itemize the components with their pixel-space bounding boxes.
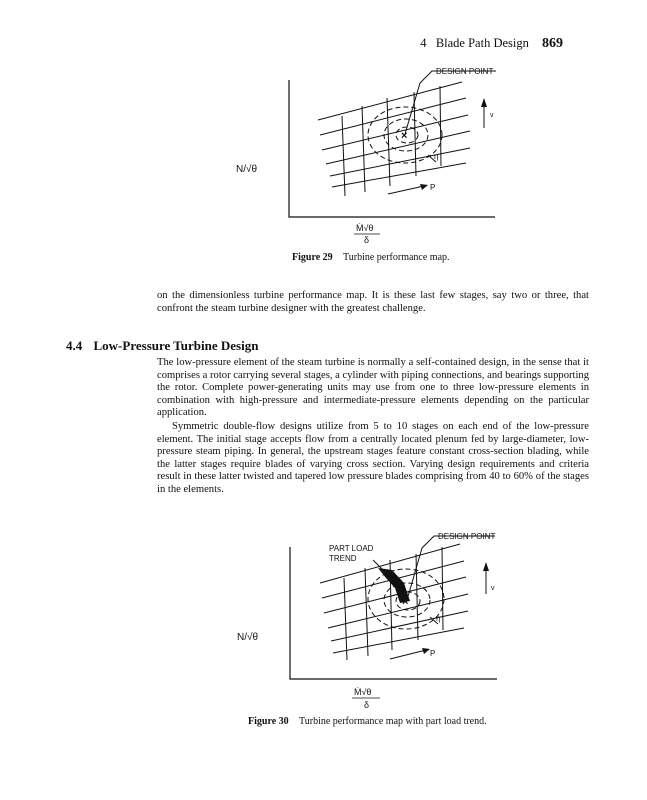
p-label: P bbox=[430, 183, 436, 192]
design-point-x-icon: × bbox=[402, 596, 409, 608]
eta-label: η bbox=[436, 614, 441, 623]
paragraph-continuation: on the dimensionless turbine performance map. It is these last few stages, say two or three, that confront the steam turbine designer with the greatest challenge. bbox=[157, 290, 589, 314]
figure-30-caption bbox=[248, 716, 487, 727]
figure-30-number: Figure 30 bbox=[248, 716, 289, 727]
figure-29-text: Turbine performance map. bbox=[342, 252, 450, 263]
v-label: v bbox=[490, 112, 494, 119]
p-label: P bbox=[430, 649, 436, 658]
paragraph-1: The low-pressure element of the steam turbine is normally a self-contained design, in the sense that it comprises a rotor carrying several stages, a cylinder with piping connections, and bearings supporting the rotor. Complete power-generating units may use from one to three low-pressure elements in combination with high-pressure and intermediate-pressure elements depending on the particular application. bbox=[157, 357, 589, 419]
x-axis-denominator: δ bbox=[364, 700, 370, 710]
eta-label: η bbox=[434, 152, 439, 161]
x-axis-numerator: Ṁ√θ bbox=[356, 223, 374, 233]
figure-29-diagram bbox=[0, 0, 647, 250]
p-arrow-head-icon bbox=[420, 184, 428, 190]
chapter-title: Blade Path Design bbox=[435, 36, 529, 50]
figure-29-caption bbox=[292, 252, 450, 263]
section-number: 4.4 bbox=[66, 338, 83, 353]
design-point-label: DESIGN POINT bbox=[438, 532, 496, 541]
v-arrow-head-icon bbox=[481, 98, 487, 107]
y-axis-label: N/√θ bbox=[236, 164, 258, 175]
page-number: 869 bbox=[542, 36, 563, 51]
design-point-label: DESIGN POINT bbox=[436, 67, 494, 76]
section-heading bbox=[66, 338, 258, 354]
section-title: Low-Pressure Turbine Design bbox=[93, 338, 259, 353]
part-load-label-line2: TREND bbox=[329, 554, 357, 563]
p-arrow-head-icon bbox=[422, 648, 430, 654]
v-arrow-head-icon bbox=[483, 562, 489, 571]
figure-30-text: Turbine performance map with part load trend. bbox=[298, 716, 487, 727]
design-point-x-icon: × bbox=[401, 130, 408, 142]
figure-29-number: Figure 29 bbox=[292, 252, 333, 263]
part-load-label-line1: PART LOAD bbox=[329, 544, 374, 553]
y-axis-label: N/√θ bbox=[237, 632, 259, 643]
v-label: v bbox=[491, 585, 495, 592]
chapter-number: 4 bbox=[420, 36, 427, 50]
x-axis-numerator: Ṁ√θ bbox=[354, 687, 372, 697]
x-axis-denominator: δ bbox=[364, 235, 370, 245]
figure-30-diagram bbox=[0, 520, 647, 715]
paragraph-2: Symmetric double-flow designs utilize from 5 to 10 stages on each end of the low-pressure element. The initial stage accepts flow from a centrally located plenum fed by large-diameter, low-pressure steam piping. In general, the upstream stages feature constant cross-section blading, while the latter stages require blades of varying cross section. Varying design requirements and criteria result in these latter twisted and tapered low pressure blades comprising from 40 to 60% of the stages in the elements. bbox=[157, 421, 589, 495]
